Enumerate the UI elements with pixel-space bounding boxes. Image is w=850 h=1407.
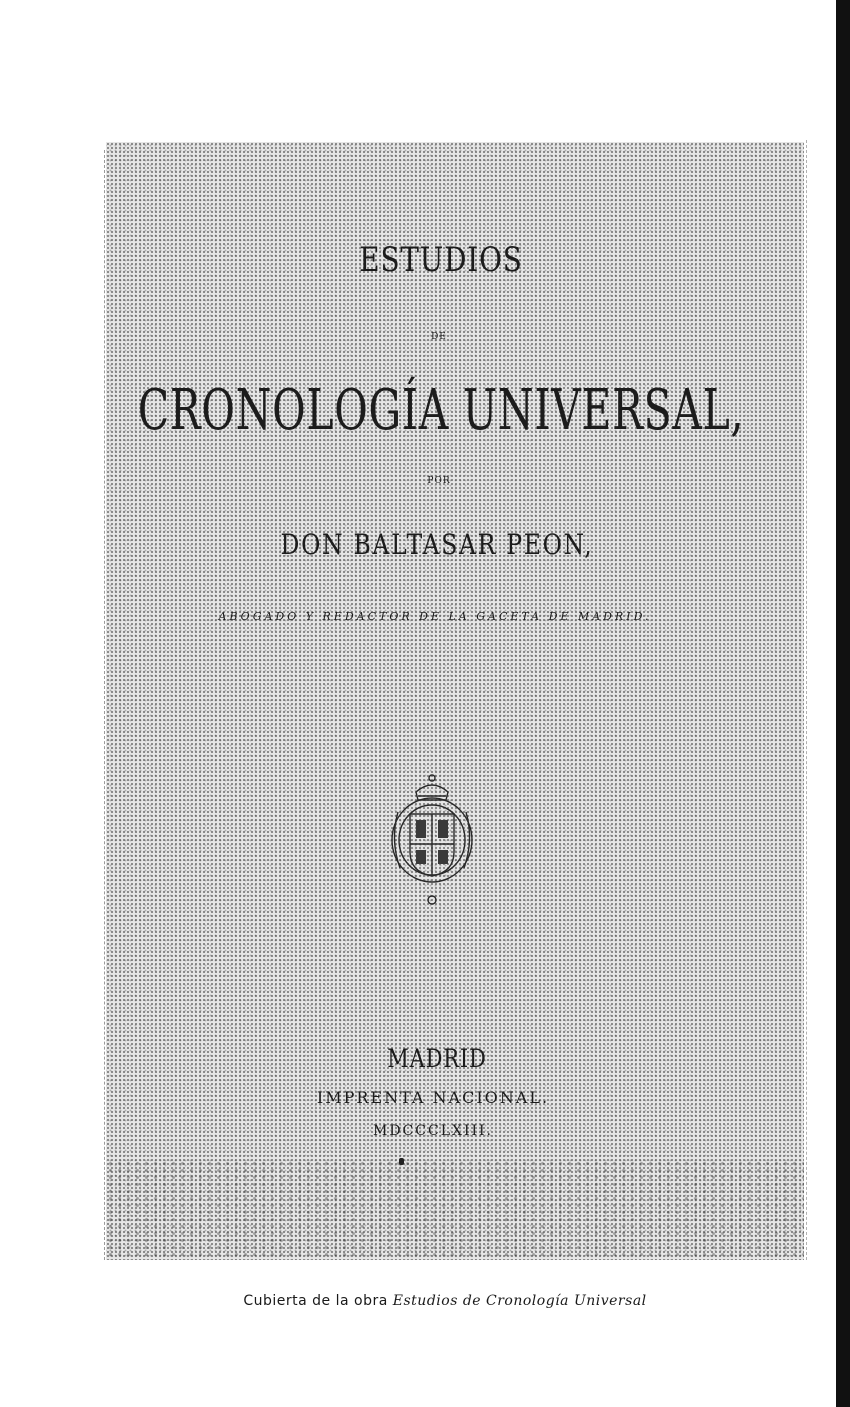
title-line-cronologia: CRONOLOGÍA UNIVERSAL, (137, 378, 745, 443)
connector-por: POR (427, 476, 451, 486)
author-profession: ABOGADO Y REDACTOR DE LA GACETA DE MADRID. (218, 610, 652, 623)
scan-edge-bar (836, 0, 850, 1407)
connector-de: DE (431, 332, 447, 342)
printer-mark (399, 1158, 404, 1165)
author-name: DON BALTASAR PEON, (280, 528, 594, 561)
caption-prefix: Cubierta de la obra (243, 1293, 393, 1309)
title-line-estudios: ESTUDIOS (359, 240, 523, 280)
imprint-printer: IMPRENTA NACIONAL. (316, 1088, 550, 1107)
plate-noise (106, 1160, 804, 1260)
imprint-city: MADRID (387, 1044, 487, 1073)
figure-caption (0, 1293, 850, 1309)
imprint-year: MDCCCLXIII. (373, 1123, 493, 1139)
coat-of-arms-icon (386, 772, 478, 912)
caption-work-title: Estudios de Cronología Universal (392, 1293, 647, 1309)
